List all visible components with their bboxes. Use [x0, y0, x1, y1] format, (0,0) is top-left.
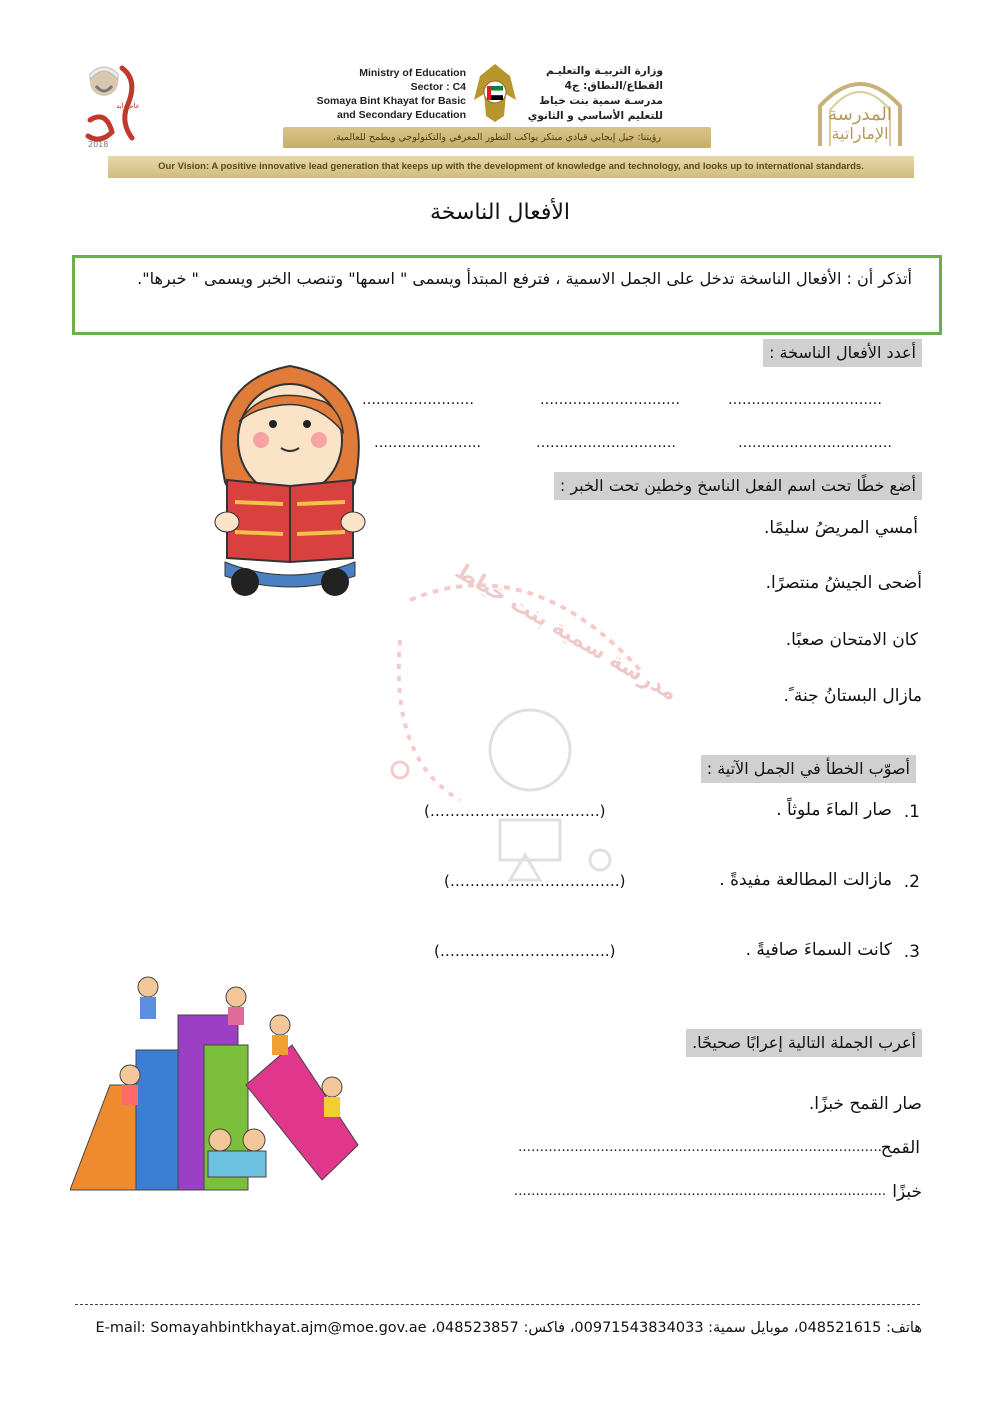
parse-word-qamh: القمح — [880, 1138, 920, 1158]
uae-emblem — [470, 60, 520, 126]
vision-arabic-bar: رؤيتنا: جيل إيجابي قيادي مبتكر يواكب التطور المعرفي والتكنولوجي ويطمح للعالمية. — [283, 127, 711, 148]
correction-sentence: مازالت المطالعة مفيدةً . — [719, 870, 892, 890]
sentence-item: كان الامتحان صعبًا. — [785, 630, 918, 650]
footer-divider — [75, 1304, 920, 1305]
school-logo-line1: المدرسة — [828, 104, 892, 125]
sentence-item: مازال البستانُ جنة ً. — [783, 686, 922, 706]
girl-reading-illustration — [205, 362, 375, 602]
correction-blank: (…………………………….) — [434, 942, 616, 960]
sentence-item: أمسي المريضُ سليمًا. — [763, 518, 918, 538]
page-title: الأفعال الناسخة — [429, 200, 571, 225]
watermark-text: مدرسة سمية بنت خياط — [450, 558, 682, 707]
correction-blank: (…………………………….) — [444, 872, 626, 890]
sentence-item: أضحى الجيشُ منتصرًا. — [765, 573, 922, 593]
vision-english-bar: Our Vision: A positive innovative lead generation that keeps up with the development of knowledge and technology, and looks up to international standards. — [108, 156, 914, 178]
answer-blank: ………………………… — [536, 435, 676, 451]
ministry-arabic: وزارة التربيـة والتعليـم القطاع/النطاق: ج4 مدرسـة سمية بنت خياط للتعليم الأساسي و الثانوي — [527, 65, 663, 122]
ministry-english: Ministry of Education Sector : C4 Somaya Bint Khayat for Basic and Secondary Education — [316, 67, 466, 121]
item-number: 2. — [903, 872, 920, 892]
parse-answer-line: ………………………………………………………………………… — [518, 1140, 882, 1155]
section2-heading: أضع خطًا تحت اسم الفعل الناسخ وخطين تحت الخبر : — [554, 472, 922, 500]
answer-blank: …………………………… — [738, 435, 892, 451]
correction-sentence: كانت السماءَ صافيةً . — [745, 940, 892, 960]
zayed-year-label: عام زايد — [116, 102, 140, 110]
answer-blank: …………………………… — [728, 392, 882, 408]
section4-heading: أعرب الجملة التالية إعرابًا صحيحًا. — [686, 1029, 922, 1057]
item-number: 1. — [903, 802, 920, 822]
kids-on-books-illustration — [70, 975, 362, 1195]
section1-heading: أعدد الأفعال الناسخة : — [763, 339, 922, 367]
parse-sentence: صار القمح خبزًا. — [808, 1094, 922, 1114]
answer-blank: ………………………… — [540, 392, 680, 408]
reminder-text: أتذكر أن : الأفعال الناسخة تدخل على الجمل الاسمية ، فترفع المبتدأ ويسمى " اسمها" وتنصب الخبر ويسمى " خبرها". — [137, 269, 912, 288]
parse-word-khubz: خبزًا — [892, 1182, 922, 1202]
school-watermark — [370, 558, 682, 920]
footer-contact: هاتف: 048521615، موبايل سمية: 00971543834033، فاكس: 048523857، E-mail: Somayahbintkhayat.ajm@moe.gov.ae — [95, 1320, 922, 1336]
correction-sentence: صار الماءَ ملوثاً . — [776, 800, 892, 820]
zayed-year-logo — [82, 60, 142, 152]
answer-blank: ………………….. — [374, 435, 481, 451]
answer-blank: …………………… — [362, 392, 474, 408]
school-logo-line2: الإماراتية — [831, 124, 889, 143]
section3-heading: أصوّب الخطأ في الجمل الآتية : — [701, 755, 916, 783]
emirati-school-logo — [808, 66, 912, 148]
zayed-year-number: 2018 — [88, 140, 109, 149]
correction-blank: (…………………………….) — [424, 802, 606, 820]
item-number: 3. — [903, 942, 920, 962]
parse-answer-line: ………………………………………………………………………….. — [513, 1184, 886, 1199]
